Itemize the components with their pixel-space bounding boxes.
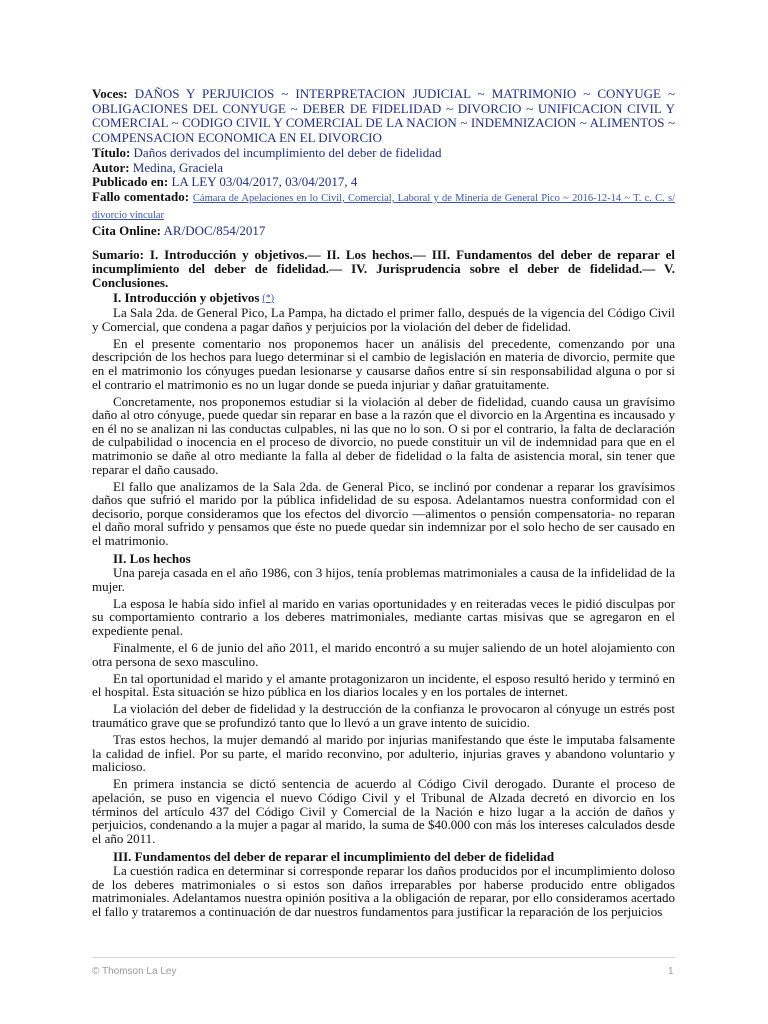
publicado-value: LA LEY 03/04/2017, 03/04/2017, 4 xyxy=(171,174,358,190)
section-title: I. Introducción y objetivos xyxy=(113,290,260,306)
voces-label: Voces: xyxy=(92,86,128,101)
paragraph: Concretamente, nos proponemos estudiar si la violación al deber de fidelidad, cuando causa un gravísimo daño al otro cónyuge, puede quedar sin reparar en base a la razón que el divorcio en la Argentina es incausado y en él no se analizan ni las conductas culpables, ni las que no lo son. O si por el contrario, la falta de declaración de culpabilidad o inocencia en el proceso de divorcio, no puede constituir un vil de indemnidad para que en el matrimonio se dañe al otro mediante la falla al deber de fidelidad o la falta de asistencia moral, sin tener que reparar el daño causado. xyxy=(92,393,675,477)
titulo-line xyxy=(92,146,675,161)
cita-label: Cita Online: xyxy=(92,223,161,239)
fallo-label: Fallo comentado: xyxy=(92,188,190,204)
voces-value: DAÑOS Y PERJUICIOS ~ INTERPRETACION JUDICIAL ~ MATRIMONIO ~ CONYUGE ~ OBLIGACIONES DEL CONYUGE ~ DEBER DE FIDELIDAD ~ DIVORCIO ~ UNIFICACION CIVIL Y COMERCIAL ~ CODIGO CIVIL Y COMERCIAL DE LA NACION ~ INDEMNIZACION ~ ALIMENTOS ~ COMPENSACION ECONOMICA EN EL DIVORCIO xyxy=(92,86,676,146)
paragraph: La cuestión radica en determinar si corresponde reparar los daños producidos por el incumplimiento doloso de los deberes matrimoniales o si estos son daños irreparables por haberse producido entre obligados matrimoniales. Adelantamos nuestra opinión positiva a la obligación de reparar, por ello consideramos acertado el fallo y trataremos a continuación de dar nuestros fundamentos para justificar la reparación de los perjuicios xyxy=(92,862,675,919)
paragraph: El fallo que analizamos de la Sala 2da. de General Pico, se inclinó por condenar a reparar los gravísimos daños que sufrió el marido por la pública infidelidad de su esposa. Adelantamos nuestra conformidad con el decisorio, porque consideramos que los efectos del divorcio —alimentos o pensión compensatoria- no reparan el daño moral sufrido y pensamos que éste no puede quedar sin indemnizar por el solo hecho de ser causado en el matrimonio. xyxy=(92,478,675,549)
fallo-link[interactable]: Cámara de Apelaciones en lo Civil, Comercial, Laboral y de Minería de General Pico ~ 2016-12-14 ~ T. c. C. s/ divorcio vincular xyxy=(92,192,675,221)
paragraph: La violación del deber de fidelidad y la destrucción de la confianza le provocaron al cónyuge un estrés post traumático grave que se profundizó tanto que lo llevó a un grave intento de suicidio. xyxy=(92,701,675,731)
titulo-label: Título: xyxy=(92,144,131,160)
section-heading-intro xyxy=(92,290,675,306)
paragraph: Tras estos hechos, la mujer demandó al marido por injurias manifestando que éste le imputaba falsamente la calidad de infiel. Por su parte, el marido reconvino, por adulterio, injurias graves y abandono voluntario y malicioso. xyxy=(92,732,675,775)
publicado-label: Publicado en: xyxy=(92,174,169,190)
cita-line xyxy=(92,224,675,239)
section-heading-fundamentos: III. Fundamentos del deber de reparar el incumplimiento del deber de fidelidad xyxy=(113,848,555,864)
footer-divider xyxy=(92,957,675,958)
autor-label: Autor: xyxy=(92,159,130,175)
footnote-link[interactable]: (*) xyxy=(262,293,275,305)
paragraph: En el presente comentario nos proponemos hacer un análisis del precedente, comenzando por una descripción de los hechos para luego determinar si el cambio de legislación en materia de divorcio, permite que en el matrimonio los cónyuges puedan lesionarse y causarse daños entre sí sin responsabilidad alguna o por si el contrario el matrimonio es no un lugar donde se pueda injuriar y dañar gratuitamente. xyxy=(92,335,675,392)
sumario: Sumario: I. Introducción y objetivos.— II. Los hechos.— III. Fundamentos del deber de reparar el incumplimiento del deber de fidelidad.— IV. Jurisprudencia sobre el deber de fidelidad.— V. Conclusiones. xyxy=(92,247,675,291)
footer-copyright: © Thomson La Ley xyxy=(92,966,177,977)
titulo-value: Daños derivados del incumplimiento del deber de fidelidad xyxy=(133,144,442,160)
paragraph: Una pareja casada en el año 1986, con 3 hijos, tenía problemas matrimoniales a causa de la infidelidad de la mujer. xyxy=(92,565,675,594)
paragraph: La Sala 2da. de General Pico, La Pampa, ha dictado el primer fallo, después de la vigencia del Código Civil y Comercial, que condena a pagar daños y perjuicios por la violación del deber de fidelidad. xyxy=(92,305,675,334)
paragraph: En primera instancia se dictó sentencia de acuerdo al Código Civil derogado. Durante el proceso de apelación, se puso en vigencia el nuevo Código Civil y el Tribunal de Alzada decretó en divorcio en los términos del artículo 437 del Código Civil y Comercial de la Nación e hizo lugar a la acción de daños y perjuicios, condenando a la mujer a pagar al marido, la suma de $40.000 con más los intereses calculados desde el año 2011. xyxy=(92,776,675,846)
paragraph: La esposa le había sido infiel al marido en varias oportunidades y en reiteradas veces le pidió disculpas por su comportamiento contrario a los deberes matrimoniales, mediante cartas misivas que se agregaron en el expediente penal. xyxy=(92,595,675,638)
voces-line xyxy=(92,87,675,146)
page-number: 1 xyxy=(668,966,674,977)
document-page xyxy=(92,87,675,922)
fallo-line xyxy=(92,190,675,223)
cita-value: AR/DOC/854/2017 xyxy=(163,223,266,239)
section-heading-hechos: II. Los hechos xyxy=(113,551,191,567)
autor-value: Medina, Graciela xyxy=(132,159,224,175)
paragraph: Finalmente, el 6 de junio del año 2011, el marido encontró a su mujer saliendo de un hotel alojamiento con otra persona de sexo masculino. xyxy=(92,640,675,669)
autor-line xyxy=(92,161,675,176)
paragraph: En tal oportunidad el marido y el amante protagonizaron un incidente, el esposo resultó herido y terminó en el hospital. Esta situación se hizo pública en los diarios locales y en los portales de internet. xyxy=(92,670,675,700)
publicado-line xyxy=(92,175,675,190)
